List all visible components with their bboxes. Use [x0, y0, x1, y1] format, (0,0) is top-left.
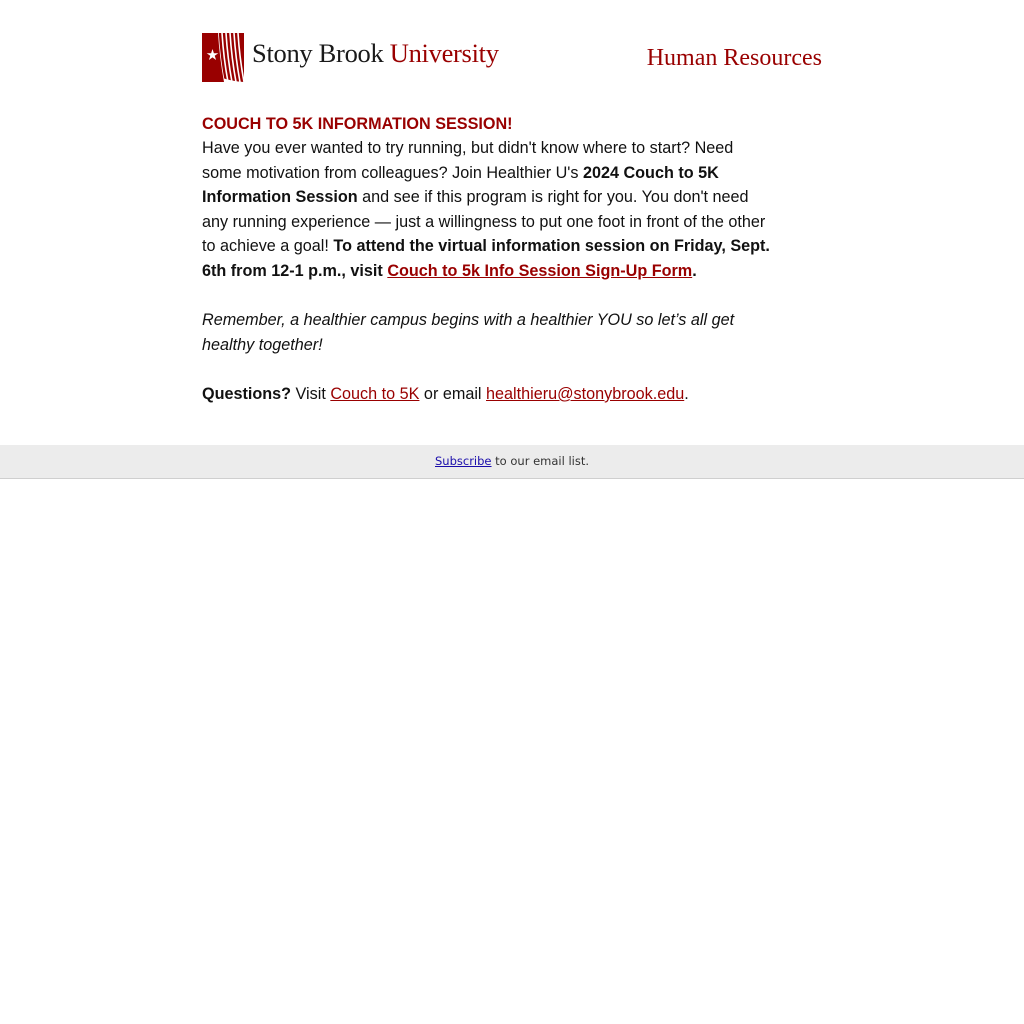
- questions-or: or email: [419, 384, 487, 403]
- couch-to-5k-link[interactable]: Couch to 5K: [330, 384, 420, 403]
- email-header: [202, 0, 822, 112]
- reminder-paragraph: [202, 308, 774, 357]
- signup-form-link[interactable]: Couch to 5k Info Session Sign-Up Form: [387, 261, 693, 280]
- attend-end: .: [692, 261, 697, 280]
- subscribe-text: to our email list.: [491, 454, 589, 468]
- department-title: Human Resources: [646, 45, 822, 71]
- intro-bold: 2024 Couch to 5K Information Session: [202, 163, 719, 207]
- intro-text-1: Have you ever wanted to try running, but didn't know where to start? Need some motivation from colleagues? Join Healthier U's: [202, 139, 734, 182]
- logo-stony-brook: Stony Brook: [252, 38, 384, 69]
- headline: COUCH TO 5K INFORMATION SESSION!: [202, 115, 513, 133]
- subscribe-footer: [0, 445, 1024, 479]
- email-link[interactable]: healthieru@stonybrook.edu: [486, 384, 685, 403]
- logo-wordmark: [252, 40, 499, 67]
- email-body: [202, 0, 822, 407]
- questions-end: .: [684, 384, 689, 403]
- spacer: [202, 357, 774, 382]
- questions-visit: Visit: [291, 384, 331, 403]
- logo-university: University: [389, 38, 499, 69]
- questions-label: Questions?: [202, 384, 292, 403]
- shield-star-icon: [202, 33, 244, 82]
- questions-paragraph: [202, 382, 774, 407]
- spacer: [202, 284, 774, 309]
- university-logo[interactable]: [202, 33, 499, 82]
- reminder-text: Remember, a healthier campus begins with a healthier YOU so let’s all get healthy together!: [202, 311, 735, 354]
- article: [202, 112, 774, 407]
- attend-bold: To attend the virtual information session on Friday, Sept. 6th from 12-1 p.m., visit: [202, 237, 770, 280]
- subscribe-link[interactable]: Subscribe: [435, 454, 492, 468]
- intro-text-2: and see if this program is right for you. You don't need any running experience — just a willingness to put one foot in front of the other to achieve a goal!: [202, 188, 766, 256]
- intro-paragraph: [202, 136, 774, 284]
